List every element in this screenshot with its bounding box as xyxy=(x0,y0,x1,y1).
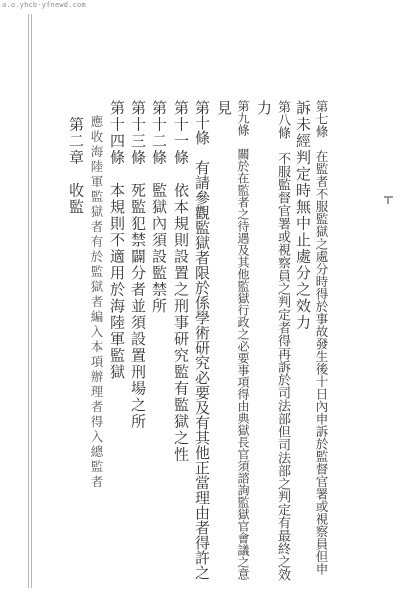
text-column: 第十條 有請參觀監獄者限於係學術研究必要及有其他正當理由者得許之 xyxy=(193,100,211,580)
page-spine-line xyxy=(28,14,29,588)
chapter-heading: 第二章 收監 xyxy=(67,100,85,216)
text-column: 見 xyxy=(215,100,233,117)
text-column: 訴未經判定時無中止處分之效力 xyxy=(294,100,312,331)
registration-mark xyxy=(387,196,389,204)
text-column: 力 xyxy=(255,100,273,117)
page-spine-line xyxy=(31,14,32,588)
text-column: 第十四條 本規則不適用於海陸軍監獄 xyxy=(108,100,126,381)
text-column: 第七條 在監者不服監獄之處分時得於事故發生後十日內申訴於監督官署或視察員但申 xyxy=(314,100,329,575)
text-column: 第十三條 死監犯禁闢分者並須設置刑場之所 xyxy=(129,100,147,430)
text-column: 第十一條 依本規則設置之刑事研究監有監獄之性 xyxy=(172,100,190,463)
text-column: 第八條 不服監督官署或視察員之判定者得再訴於司法部但司法部之判定有最終之效 xyxy=(275,100,290,581)
scan-stamp: a.o.yhcb·yfnewd.com xyxy=(2,1,86,9)
text-column: 應收海陸軍監獄者有於監獄者編入本項辦理者得入總監者 xyxy=(89,100,104,490)
text-column: 第九條 關於在監者之待遇及其他監獄行政之必要事項得由典獄長官須諮詢監獄官會議之意 xyxy=(236,100,250,580)
text-column: 第十二條 監獄內須設監禁所 xyxy=(150,100,168,315)
